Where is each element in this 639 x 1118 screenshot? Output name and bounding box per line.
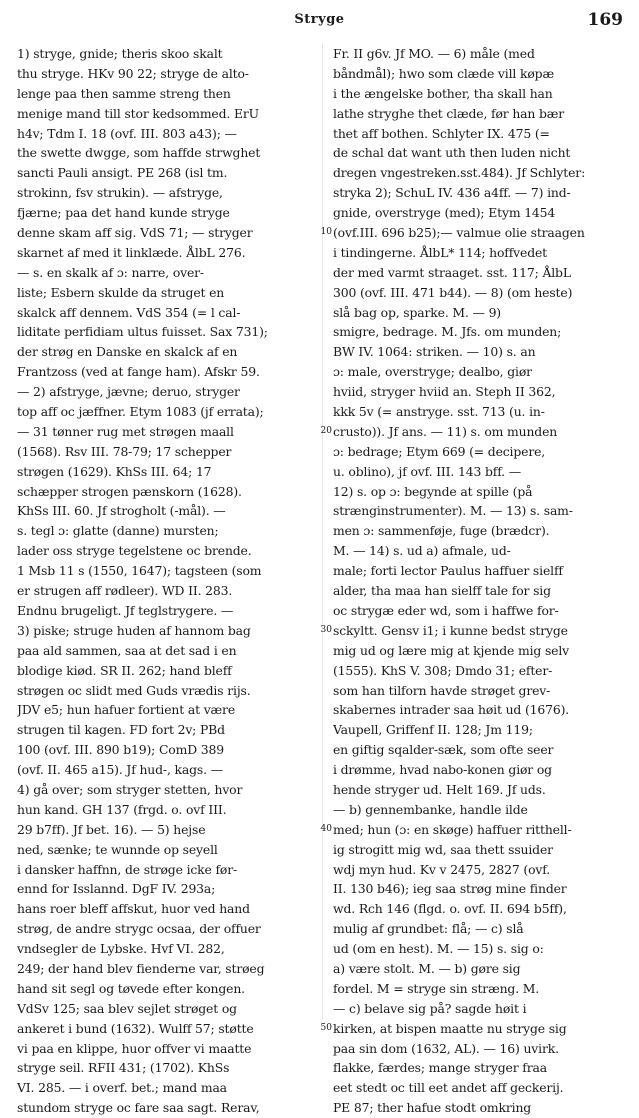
text-line: dregen vngestreken.sst.484). Jf Schlyter: (333, 165, 586, 181)
text-line: paa sin dom (1632, AL). — 16) uvirk. (333, 1040, 559, 1056)
column-gutter (322, 44, 323, 1020)
text-line: stryge seil. RFII 431; (1702). KhSs (17, 1060, 230, 1076)
line-number: 50 (320, 1023, 332, 1034)
text-line: wd. Rch 146 (flgd. o. ovf. II. 694 b5ff), (333, 901, 567, 917)
text-line: s. tegl ɔ: glatte (danne) mursten; (17, 523, 219, 539)
text-line: wdj myn hud. Kv v 2475, 2827 (ovf. (333, 861, 551, 877)
text-line: vi paa en klippe, huor offver vi maatte (17, 1040, 252, 1056)
text-line: ud (om en hest). M. — 15) s. sig o: (333, 941, 544, 957)
text-line: crusto)). Jf ans. — 11) s. om munden (333, 423, 558, 439)
text-line: oc strygæ eder wd, som i haffwe for- (333, 602, 559, 618)
text-line: ig strogitt mig wd, saa thett ssuider (333, 841, 553, 857)
text-line: 3) piske; struge huden af hannom bag (17, 622, 251, 638)
text-line: 4) gå over; som stryger stetten, hvor (17, 781, 243, 797)
text-line: thu stryge. HKv 90 22; stryge de alto- (17, 65, 249, 81)
text-line: eet stedt oc till eet andet aff geckerij. (333, 1080, 564, 1096)
text-line: i the ængelske bother, tha skall han (333, 85, 553, 101)
text-line: lathe stryghe thet clæde, før han bær (333, 105, 565, 121)
text-line: schæpper strogen pænskorn (1628). (17, 483, 242, 499)
page-header (0, 12, 639, 36)
text-line: strænginstrumenter). M. — 13) s. sam- (333, 503, 573, 519)
text-line: sckyltt. Gensv i1; i kunne bedst stryge (333, 622, 568, 638)
text-line: lenge paa then samme streng then (17, 85, 231, 101)
line-number: 10 (320, 227, 332, 238)
text-line: mig ud og lære mig at kjende mig selv (333, 642, 570, 658)
text-line: the swette dwgge, som haffde strwghet (17, 145, 261, 161)
text-line: Endnu brugeligt. Jf teglstrygere. — (17, 602, 234, 618)
text-line: (1555). KhS V. 308; Dmdo 31; efter- (333, 662, 553, 678)
text-line: a) være stolt. M. — b) gøre sig (333, 960, 521, 976)
text-line: — 31 tønner rug met strøgen maall (17, 423, 234, 439)
text-line: fjærne; paa det hand kunde stryge (17, 205, 230, 221)
text-line: male; forti lector Paulus haffuer sielff (333, 563, 563, 579)
text-line: II. 130 b46); ieg saa strøg mine finder (333, 881, 567, 897)
text-line: alder, tha maa han sielff tale for sig (333, 583, 551, 599)
text-line: — c) belave sig på? sagde høit i (333, 1000, 527, 1016)
text-line: kkk 5v (= anstryge. sst. 713 (u. in- (333, 404, 545, 420)
right-column (333, 44, 629, 1118)
text-line: VdSv 125; saa blev sejlet strøget og (17, 1000, 237, 1016)
text-line: liste; Esbern skulde da struget en (17, 284, 225, 300)
text-line: 1 Msb 11 s (1550, 1647); tagsteen (som (17, 563, 262, 579)
text-line: strokinn, fsv strukin). — afstryge, (17, 185, 223, 201)
text-line: hand sit segl og tøvede efter kongen. (17, 980, 245, 996)
text-line: smigre, bedrage. M. Jfs. om munden; (333, 324, 562, 340)
text-line: mulig af grundbet: flå; — c) slå (333, 921, 524, 937)
text-line: stryka 2); SchuL IV. 436 a4ff. — 7) ind- (333, 185, 571, 201)
text-line: VI. 285. — i overf. bet.; mand maa (17, 1080, 227, 1096)
text-line: — s. en skalk af ɔ: narre, over- (17, 264, 204, 280)
text-line: ned, sænke; te wunnde op seyell (17, 841, 218, 857)
text-line: strøg, de andre strygc ocsaa, der offuer (17, 921, 261, 937)
text-line: — 2) afstryge, jævne; deruo, stryger (17, 384, 240, 400)
text-line: denne skam aff sig. VdS 71; — stryger (17, 225, 253, 241)
text-line: (1568). Rsv III. 78-79; 17 schepper (17, 443, 232, 459)
text-line: skabernes intrader saa høit ud (1676). (333, 702, 570, 718)
text-line: en giftig sqalder-sæk, som ofte seer (333, 742, 554, 758)
text-line: PE 87; ther hafue stodt omkring (333, 1100, 532, 1116)
text-line: (ovf.III. 696 b25);— valmue olie straagen (333, 225, 585, 241)
text-line: 300 (ovf. III. 471 b44). — 8) (om heste) (333, 284, 573, 300)
text-line: hviid, stryger hviid an. Steph II 362, (333, 384, 556, 400)
text-line: vndsegler de Lybske. Hvf VI. 282, (17, 941, 225, 957)
text-line: 100 (ovf. III. 890 b19); ComD 389 (17, 742, 224, 758)
text-line: blodige kiød. SR II. 262; hand bleff (17, 662, 232, 678)
text-line: JDV e5; hun hafuer fortient at være (17, 702, 236, 718)
page-number: 169 (587, 10, 623, 30)
text-line: Fr. II g6v. Jf MO. — 6) måle (med (333, 46, 535, 61)
text-line: sancti Pauli ansigt. PE 268 (isl tm. (17, 165, 228, 181)
text-line: BW IV. 1064: striken. — 10) s. an (333, 344, 536, 360)
text-line: skarnet af med it linklæde. ÅlbL 276. (17, 244, 246, 260)
text-line: hans roer bleff affskut, huor ved hand (17, 901, 250, 917)
text-line: de schal dat want uth then luden nicht (333, 145, 571, 161)
text-line: 12) s. op ɔ: begynde at spille (på (333, 483, 533, 499)
text-line: i dansker haffnn, de strøge icke før- (17, 861, 238, 877)
text-line: Vaupell, Griffenf II. 128; Jm 119; (333, 722, 533, 738)
text-line: strøgen (1629). KhSs III. 64; 17 (17, 463, 212, 479)
text-line: gnide, overstryge (med); Etym 1454 (333, 205, 556, 221)
text-line: stundom stryge oc fare saa sagt. Rerav, (17, 1100, 260, 1116)
text-line: båndmål); hwo som clæde vill køpæ (333, 65, 554, 81)
text-line: thet aff bothen. Schlyter IX. 475 (= (333, 125, 550, 141)
text-line: h4v; Tdm I. 18 (ovf. III. 803 a43); — (17, 125, 237, 141)
left-column (17, 44, 313, 1118)
text-line: som han tilforn havde strøget grev- (333, 682, 551, 698)
running-title: Stryge (294, 12, 345, 27)
text-line: lader oss stryge tegelstene oc brende. (17, 543, 252, 559)
text-line: der med varmt straaget. sst. 117; ÅlbL (333, 264, 571, 280)
text-line: med; hun (ɔ: en skøge) haffuer ritthell- (333, 821, 572, 837)
text-line: strugen til kagen. FD fort 2v; PBd (17, 722, 225, 738)
text-line: KhSs III. 60. Jf strogholt (-mål). — (17, 503, 226, 519)
line-number: 20 (320, 426, 332, 437)
text-line: (ovf. II. 465 a15). Jf hud-, kags. — (17, 762, 223, 778)
text-line: skalck aff dennem. VdS 354 (= l cal- (17, 304, 241, 320)
text-line: i drømme, hvad nabo-konen giør og (333, 762, 552, 778)
text-line: menige mand till stor kedsommed. ErU (17, 105, 259, 121)
text-line: kirken, at bispen maatte nu stryge sig (333, 1020, 567, 1036)
text-line: ɔ: bedrage; Etym 669 (= decipere, (333, 443, 546, 459)
text-line: ɔ: male, overstryge; dealbo, giør (333, 364, 532, 380)
line-number: 30 (320, 625, 332, 636)
text-line: flakke, færdes; mange stryger fraa (333, 1060, 547, 1076)
text-line: strøgen oc slidt med Guds vrædis rijs. (17, 682, 251, 698)
text-line: slå bag op, sparke. M. — 9) (333, 304, 501, 320)
text-line: Frantzoss (ved at fange ham). Afskr 59. (17, 364, 260, 380)
text-line: fordel. M = stryge sin stræng. M. (333, 980, 540, 996)
text-line: — b) gennembanke, handle ilde (333, 801, 528, 817)
text-line: i tindingerne. ÅlbL* 114; hoffvedet (333, 244, 547, 260)
text-line: 249; der hand blev fienderne var, strøeg (17, 960, 265, 976)
text-line: paa ald sammen, saa at det sad i en (17, 642, 237, 658)
text-line: M. — 14) s. ud a) afmale, ud- (333, 543, 511, 559)
text-line: men ɔ: sammenføje, fuge (brædcr). (333, 523, 550, 539)
text-line: hun kand. GH 137 (frgd. o. ovf III. (17, 801, 227, 817)
text-line: 29 b7ff). Jf bet. 16). — 5) hejse (17, 821, 206, 837)
text-line: der strøg en Danske en skalck af en (17, 344, 238, 360)
text-line: er strugen aff rødleer). WD II. 283. (17, 583, 233, 599)
line-number: 40 (320, 824, 332, 835)
text-line: u. oblino), jf ovf. III. 143 bff. — (333, 463, 522, 479)
text-line: ankeret i bund (1632). Wulff 57; støtte (17, 1020, 254, 1036)
text-line: liditate perfidiam ultus fuisset. Sax 731); (17, 324, 268, 340)
text-line: ennd for Isslannd. DgF IV. 293a; (17, 881, 216, 897)
text-line: 1) stryge, gnide; theris skoo skalt (17, 46, 223, 61)
text-line: hende stryger ud. Helt 169. Jf uds. (333, 781, 546, 797)
text-line: top aff oc jæffner. Etym 1083 (jf errata); (17, 404, 264, 420)
